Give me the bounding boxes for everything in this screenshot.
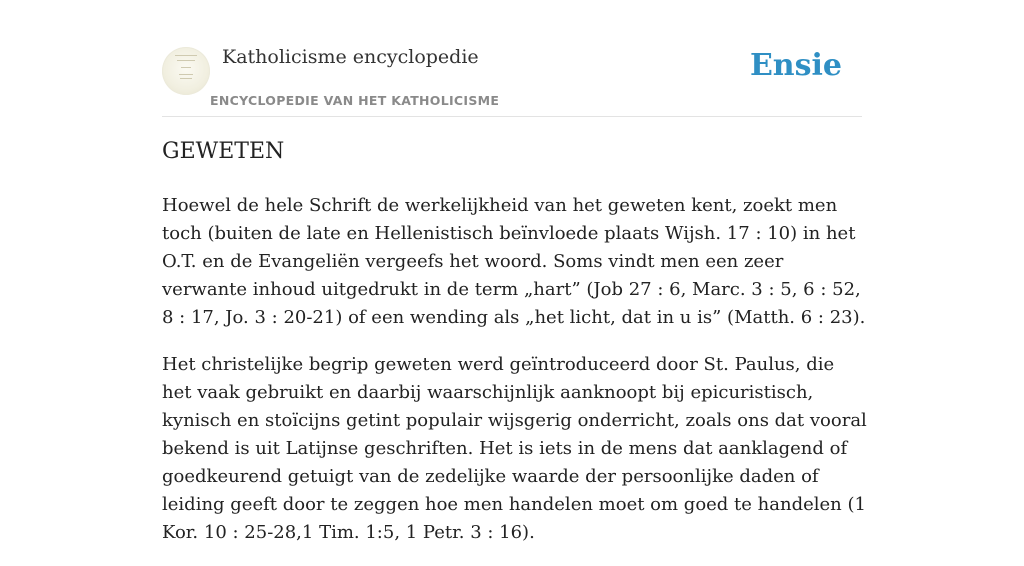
article-title: GEWETEN bbox=[162, 139, 285, 164]
article-paragraph-2: Het christelijke begrip geweten werd geïntroduceerd door St. Paulus, die het vaak gebruikt en daarbij waarschijnlijk aanknoopt bij epicuristisch, kynisch en stoïcijns getint populair wijsgerig onderricht, zoals ons dat vooral bekend is uit Latijnse geschriften. Het is iets in de mens dat aanklagend of goedkeurend getuigt van de zedelijke waarde der persoonlijke daden of leiding geeft door te zeggen hoe men handelen moet om goed te handelen (1 Kor. 10 : 25-28,1 Tim. 1:5, 1 Petr. 3 : 16). bbox=[162, 354, 867, 543]
encyclopedia-cover-logo[interactable] bbox=[162, 47, 210, 95]
article-paragraph-1: Hoewel de hele Schrift de werkelijkheid van het geweten kent, zoekt men toch (buiten de late en Hellenistisch beïnvloede plaats Wijsh. 17 : 10) in het O.T. en de Evangeliën vergeefs het woord. Soms vindt men een zeer verwante inhoud uitgedrukt in de term „hart” (Job 27 : 6, Marc. 3 : 5, 6 : 52, 8 : 17, Jo. 3 : 20-21) of een wending als „het licht, dat in u is” (Matth. 6 : 23). bbox=[162, 195, 866, 328]
ensie-logo-link[interactable]: Ensie bbox=[749, 48, 842, 83]
site-subtitle: ENCYCLOPEDIE VAN HET KATHOLICISME bbox=[210, 93, 500, 108]
article-body bbox=[162, 192, 868, 566]
site-title[interactable]: Katholicisme encyclopedie bbox=[222, 46, 479, 68]
site-header bbox=[162, 40, 862, 117]
